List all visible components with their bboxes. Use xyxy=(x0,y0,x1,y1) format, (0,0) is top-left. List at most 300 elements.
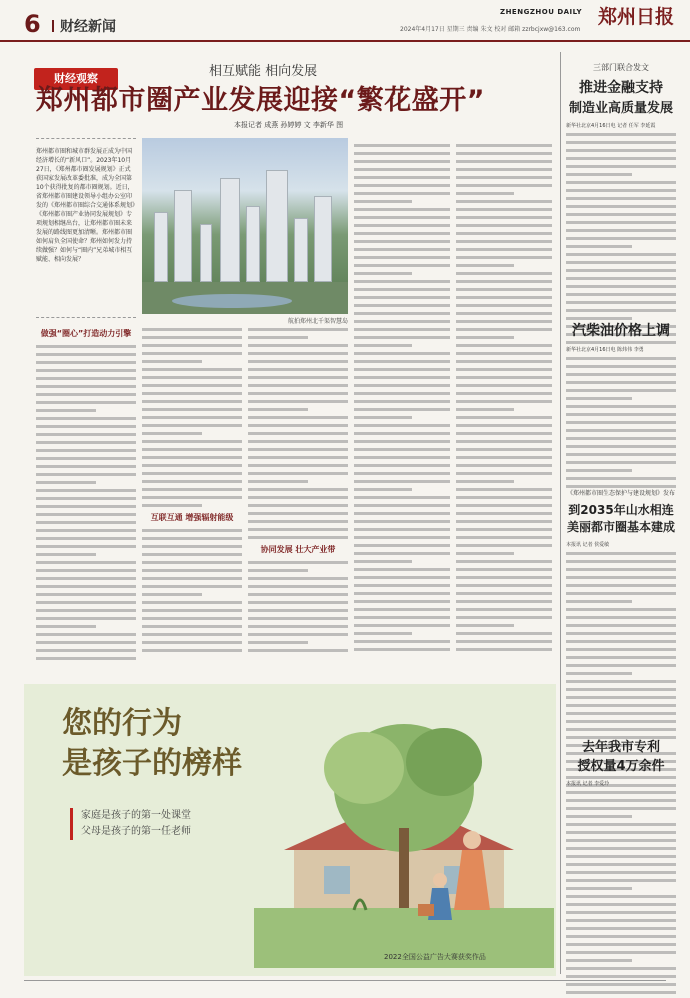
photo-building xyxy=(174,190,192,282)
text-line xyxy=(142,649,242,652)
public-service-ad xyxy=(24,684,556,976)
text-column-4 xyxy=(354,144,450,656)
text-line xyxy=(456,416,552,419)
text-line xyxy=(354,192,450,195)
text-line xyxy=(456,184,552,187)
text-line xyxy=(354,176,450,179)
sidebar-lead: 新华社北京4月16日电 记者 任军 李延霞 xyxy=(566,123,656,129)
text-line xyxy=(248,625,348,628)
text-line xyxy=(36,369,136,372)
text-line xyxy=(36,625,96,628)
ad-title xyxy=(62,704,282,784)
text-line xyxy=(36,345,136,348)
section-heading: 互联互通 增强辐射能级 xyxy=(150,513,234,522)
paper-logo: 郑州日报 xyxy=(598,6,675,28)
text-line xyxy=(248,504,348,507)
section-heading: 协同发展 壮大产业带 xyxy=(260,545,336,554)
text-line xyxy=(566,365,676,368)
text-line xyxy=(456,264,514,267)
text-line xyxy=(36,641,136,644)
text-line xyxy=(354,352,450,355)
ad-subtitle-line: 父母是孩子的第一任老师 xyxy=(81,826,191,837)
text-line xyxy=(248,392,348,395)
text-line xyxy=(456,536,552,539)
page-number: 6 xyxy=(24,10,41,38)
text-line xyxy=(36,457,136,460)
text-line xyxy=(566,600,632,603)
text-line xyxy=(142,440,242,443)
text-line xyxy=(354,400,450,403)
aerial-photo xyxy=(142,138,348,314)
text-line xyxy=(142,609,242,612)
text-line xyxy=(36,601,136,604)
text-line xyxy=(456,584,552,587)
text-line xyxy=(456,616,552,619)
text-line xyxy=(354,416,412,419)
text-line xyxy=(354,624,450,627)
text-line xyxy=(36,537,136,540)
text-line xyxy=(248,456,348,459)
text-line xyxy=(456,144,552,147)
text-line xyxy=(36,425,136,428)
text-line xyxy=(354,248,450,251)
text-line xyxy=(456,400,552,403)
text-line xyxy=(142,352,242,355)
text-line xyxy=(354,600,450,603)
photo-water xyxy=(172,294,292,308)
text-line xyxy=(566,959,632,962)
text-line xyxy=(456,328,552,331)
story-byline: 本报记者 成燕 孙婷婷 文 李新华 图 xyxy=(234,121,344,129)
sidebar-story-2 xyxy=(566,320,676,493)
text-line xyxy=(354,344,412,347)
text-line xyxy=(566,887,632,890)
text-line xyxy=(566,847,676,850)
text-line xyxy=(354,608,450,611)
text-line xyxy=(36,553,96,556)
text-line xyxy=(456,192,514,195)
text-line xyxy=(354,320,450,323)
text-line xyxy=(354,272,412,275)
text-line xyxy=(248,376,348,379)
text-line xyxy=(248,480,308,483)
text-line xyxy=(36,497,136,500)
text-line xyxy=(456,376,552,379)
text-line xyxy=(354,552,450,555)
photo-building xyxy=(220,178,240,282)
sidebar-lead: 新华社北京4月16日电 陈炜伟 李勇 xyxy=(566,347,644,353)
text-line xyxy=(456,312,552,315)
text-line xyxy=(248,512,348,515)
text-line xyxy=(566,373,676,376)
text-line xyxy=(456,568,552,571)
text-line xyxy=(566,301,676,304)
text-line xyxy=(354,488,412,491)
text-line xyxy=(142,641,242,644)
text-line xyxy=(456,640,552,643)
text-line xyxy=(142,617,242,620)
text-line xyxy=(354,360,450,363)
text-line xyxy=(354,208,450,211)
text-line xyxy=(566,437,676,440)
text-line xyxy=(566,608,676,611)
text-line xyxy=(566,863,676,866)
sidebar-headline: 汽柴油价格上调 xyxy=(572,323,670,339)
text-line xyxy=(36,441,136,444)
text-line xyxy=(566,672,632,675)
text-line xyxy=(36,465,136,468)
text-line xyxy=(142,504,202,507)
text-line xyxy=(566,205,676,208)
text-line xyxy=(566,285,676,288)
text-line xyxy=(566,269,676,272)
text-line xyxy=(142,416,242,419)
text-line xyxy=(566,477,676,480)
sidebar-headline: 去年我市专利 xyxy=(581,740,660,755)
text-line xyxy=(354,576,450,579)
text-line xyxy=(456,160,552,163)
text-line xyxy=(248,472,348,475)
text-line xyxy=(566,919,676,922)
text-line xyxy=(36,417,136,420)
text-line xyxy=(456,384,552,387)
text-line xyxy=(456,504,552,507)
text-line xyxy=(248,424,348,427)
mother-head xyxy=(463,831,481,849)
text-line xyxy=(566,253,676,256)
text-line xyxy=(36,657,136,660)
text-line xyxy=(456,408,514,411)
text-line xyxy=(566,696,676,699)
text-line xyxy=(36,585,136,588)
text-line xyxy=(566,664,676,667)
text-line xyxy=(354,152,450,155)
text-line xyxy=(456,216,552,219)
text-line xyxy=(354,184,450,187)
text-line xyxy=(142,488,242,491)
text-line xyxy=(456,480,514,483)
text-line xyxy=(354,424,450,427)
text-line xyxy=(566,983,676,986)
text-line xyxy=(354,592,450,595)
text-line xyxy=(566,688,676,691)
text-line xyxy=(566,309,676,312)
ad-subtitle-line: 家庭是孩子的第一处课堂 xyxy=(81,810,191,821)
text-line xyxy=(566,469,632,472)
text-line xyxy=(456,544,552,547)
text-line xyxy=(566,560,676,563)
text-line xyxy=(36,433,136,436)
text-line xyxy=(566,229,676,232)
text-line xyxy=(566,935,676,938)
text-line xyxy=(566,648,676,651)
text-line xyxy=(36,577,136,580)
text-line xyxy=(36,353,136,356)
text-line xyxy=(456,520,552,523)
text-line xyxy=(248,440,348,443)
text-line xyxy=(456,240,552,243)
text-line xyxy=(36,545,136,548)
text-line xyxy=(354,536,450,539)
text-line xyxy=(248,633,348,636)
text-line xyxy=(456,352,552,355)
text-line xyxy=(36,633,136,636)
text-line xyxy=(142,336,242,339)
text-line xyxy=(456,624,514,627)
text-line xyxy=(354,312,450,315)
text-line xyxy=(36,385,136,388)
text-line xyxy=(566,879,676,882)
text-line xyxy=(566,576,676,579)
text-line xyxy=(142,448,242,451)
text-line xyxy=(566,277,676,280)
text-line xyxy=(36,617,136,620)
text-line xyxy=(354,504,450,507)
text-column-5 xyxy=(456,144,552,656)
text-line xyxy=(248,593,348,596)
text-line xyxy=(354,368,450,371)
text-line xyxy=(566,903,676,906)
text-line xyxy=(354,296,450,299)
text-line xyxy=(248,585,348,588)
text-line xyxy=(248,577,348,580)
text-line xyxy=(248,601,348,604)
text-line xyxy=(566,728,676,731)
text-line xyxy=(566,823,676,826)
text-line xyxy=(566,791,676,794)
tree-canopy xyxy=(324,732,404,804)
column-tag: 财经观察 xyxy=(34,68,118,90)
text-line xyxy=(566,165,676,168)
sidebar-kicker: 《郑州都市圈生态保护与建设规划》发布 xyxy=(566,490,675,497)
text-line xyxy=(354,336,450,339)
text-line xyxy=(566,357,676,360)
text-line xyxy=(456,208,552,211)
text-line xyxy=(36,361,136,364)
text-line xyxy=(456,224,552,227)
text-line xyxy=(456,200,552,203)
text-line xyxy=(566,157,676,160)
photo-building xyxy=(246,206,260,282)
text-line xyxy=(566,141,676,144)
text-line xyxy=(456,368,552,371)
text-line xyxy=(248,432,348,435)
child-head xyxy=(433,873,447,887)
text-line xyxy=(566,189,676,192)
text-line xyxy=(566,389,676,392)
text-line xyxy=(566,213,676,216)
text-line xyxy=(248,561,348,564)
text-line xyxy=(566,815,632,818)
text-line xyxy=(36,529,136,532)
text-line xyxy=(456,600,552,603)
text-line xyxy=(354,568,450,571)
text-line xyxy=(456,176,552,179)
text-line xyxy=(566,704,676,707)
text-line xyxy=(354,240,450,243)
text-line xyxy=(248,496,348,499)
text-line xyxy=(566,568,676,571)
text-line xyxy=(142,328,242,331)
text-line xyxy=(142,529,242,532)
tree-canopy xyxy=(406,728,482,796)
text-line xyxy=(566,911,676,914)
text-line xyxy=(36,593,136,596)
text-line xyxy=(354,520,450,523)
text-line xyxy=(248,416,348,419)
text-line xyxy=(36,609,136,612)
text-line xyxy=(456,576,552,579)
text-line xyxy=(248,368,348,371)
text-line xyxy=(248,641,308,644)
text-line xyxy=(142,561,242,564)
text-line xyxy=(248,569,308,572)
story-summary-box xyxy=(36,138,136,318)
text-line xyxy=(566,453,676,456)
text-line xyxy=(566,712,676,715)
text-line xyxy=(566,624,676,627)
text-line xyxy=(456,256,552,259)
text-line xyxy=(248,609,348,612)
text-line xyxy=(566,405,676,408)
text-line xyxy=(248,352,348,355)
text-line xyxy=(566,552,676,555)
text-line xyxy=(456,512,552,515)
text-line xyxy=(456,296,552,299)
sidebar-headline: 授权量4万余件 xyxy=(577,759,665,774)
text-line xyxy=(354,144,450,147)
text-line xyxy=(142,569,242,572)
text-line xyxy=(456,608,552,611)
ad-credit: 2022全国公益广告大赛获奖作品 xyxy=(384,953,486,961)
text-line xyxy=(566,245,632,248)
text-line xyxy=(456,336,514,339)
text-line xyxy=(566,720,676,723)
text-line xyxy=(354,304,450,307)
text-line xyxy=(354,544,450,547)
text-line xyxy=(248,328,348,331)
text-line xyxy=(456,304,552,307)
section-heading: 做强“圈心”打造动力引擎 xyxy=(40,329,132,338)
text-line xyxy=(354,160,450,163)
text-line xyxy=(566,975,676,978)
text-line xyxy=(354,256,450,259)
text-line xyxy=(354,328,450,331)
text-line xyxy=(354,648,450,651)
text-line xyxy=(566,831,676,834)
photo-building xyxy=(200,224,212,282)
text-line xyxy=(566,951,676,954)
text-line xyxy=(456,488,552,491)
watering-can xyxy=(418,904,434,916)
text-line xyxy=(456,552,514,555)
tree-trunk xyxy=(399,828,409,918)
story-headline: 郑州都市圈产业发展迎接“繁花盛开” xyxy=(36,85,485,116)
text-line xyxy=(566,632,676,635)
text-line xyxy=(36,505,136,508)
text-line xyxy=(566,807,676,810)
text-line xyxy=(456,288,552,291)
text-line xyxy=(566,445,676,448)
text-line xyxy=(36,649,136,652)
text-line xyxy=(248,649,348,652)
text-line xyxy=(566,261,676,264)
sidebar-lead: 本报讯 记者 李爱玲 xyxy=(566,781,610,787)
text-line xyxy=(142,545,242,548)
text-line xyxy=(566,640,676,643)
text-line xyxy=(142,585,242,588)
text-line xyxy=(566,293,676,296)
sidebar-lead: 本报讯 记者 侯爱敏 xyxy=(566,542,610,548)
text-line xyxy=(566,197,676,200)
issue-meta: 2024年4月17日 星期三 责编 朱文 校对 邮箱 zzrbcjxw@163.com xyxy=(400,26,581,33)
text-line xyxy=(354,448,450,451)
text-line xyxy=(248,408,308,411)
text-line xyxy=(566,413,676,416)
text-line xyxy=(354,512,450,515)
text-line xyxy=(36,521,136,524)
text-line xyxy=(142,392,242,395)
text-line xyxy=(566,592,676,595)
text-line xyxy=(456,632,552,635)
photo-building xyxy=(266,170,288,282)
text-line xyxy=(354,168,450,171)
text-line xyxy=(142,432,202,435)
text-line xyxy=(456,272,552,275)
text-line xyxy=(248,536,348,539)
text-line xyxy=(456,592,552,595)
text-line xyxy=(142,424,242,427)
text-line xyxy=(456,152,552,155)
text-line xyxy=(354,560,412,563)
text-line xyxy=(36,401,136,404)
text-line xyxy=(354,616,450,619)
text-line xyxy=(566,991,676,994)
text-line xyxy=(354,288,450,291)
text-column-1 xyxy=(36,328,136,665)
text-line xyxy=(354,384,450,387)
text-line xyxy=(456,456,552,459)
text-line xyxy=(456,440,552,443)
text-line xyxy=(36,449,136,452)
text-line xyxy=(566,616,676,619)
story-summary: 郑州都市圈和城市群发展正成为中国经济增长的“新风口”。2023年10月27日，《郑州都市圈发展规划》正式获国家发展改革委批准，成为全国第10个获得批复的都市圈规划。近日，省郑州都市圈建设领导小组办公室印发的《郑州都市圈综合交通体系规划》《郑州都市圈产业协同发展规划》专项规划相继出台，让郑州都市圈未来发展的路线图更加清晰。郑州都市圈如何肩负全国使命？郑州如何发力持续做强？如何与“圈内”兄弟城市相互赋能、相向发展？ xyxy=(36,148,136,263)
text-line xyxy=(354,280,450,283)
text-line xyxy=(354,632,412,635)
text-line xyxy=(566,680,676,683)
text-line xyxy=(142,601,242,604)
ad-title-line: 是孩子的榜样 xyxy=(62,746,242,781)
text-line xyxy=(456,648,552,651)
text-line xyxy=(142,368,242,371)
text-line xyxy=(142,400,242,403)
text-line xyxy=(456,528,552,531)
text-line xyxy=(142,344,242,347)
text-line xyxy=(36,409,96,412)
text-line xyxy=(566,133,676,136)
text-line xyxy=(142,456,242,459)
ad-subtitle xyxy=(70,808,191,840)
text-line xyxy=(456,248,552,251)
text-line xyxy=(354,528,450,531)
text-line xyxy=(566,584,676,587)
text-line xyxy=(248,528,348,531)
ad-title-line: 您的行为 xyxy=(62,706,182,741)
paper-english-name: ZHENGZHOU DAILY xyxy=(500,8,583,16)
photo-building xyxy=(294,218,308,282)
text-line xyxy=(566,943,676,946)
text-column-2 xyxy=(142,328,242,657)
